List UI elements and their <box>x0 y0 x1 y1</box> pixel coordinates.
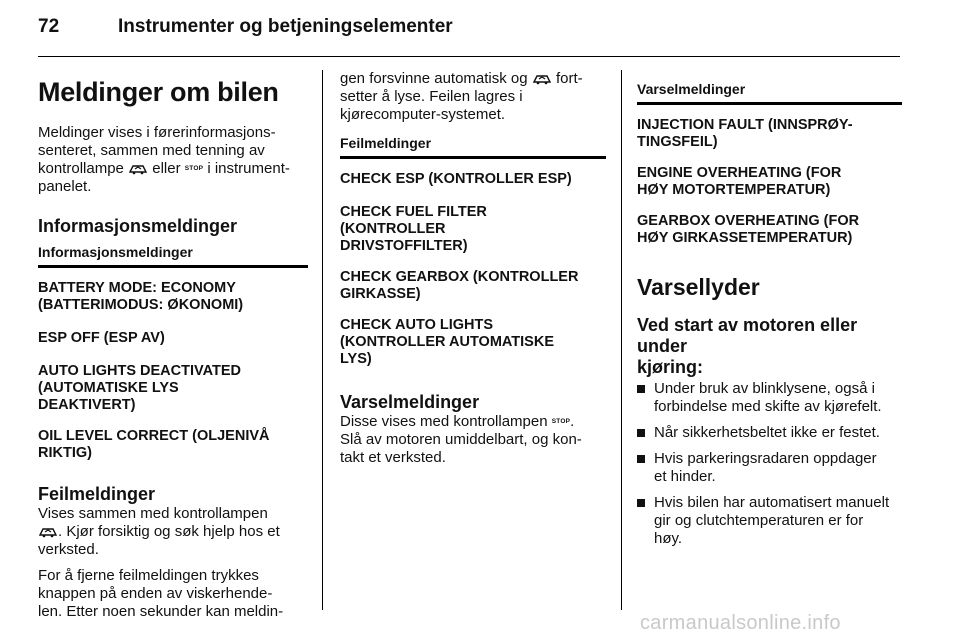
info-item-2: ESP OFF (ESP AV) <box>38 330 165 347</box>
info-item-3: AUTO LIGHTS DEACTIVATED (AUTOMATISKE LYS DEAKTIVERT) <box>38 363 241 414</box>
column-2 <box>340 70 606 467</box>
warn-item-2: ENGINE OVERHEATING (FOR HØY MOTORTEMPERATUR) <box>637 165 842 198</box>
info-heading: Informasjonsmeldinger <box>38 216 238 237</box>
warn-item-1: INJECTION FAULT (INNSPRØY- TINGSFEIL) <box>637 117 853 150</box>
list-item: Hvis bilen har automatisert manuelt gir og clutchtemperaturen er for høy. <box>637 494 902 548</box>
sound-heading: Varsellyder <box>637 274 760 300</box>
page-title: Instrumenter og betjeningselementer <box>118 16 453 37</box>
wrench-car-icon <box>38 526 58 538</box>
continued-paragraph: gen forsvinne automatisk og fort- setter å lyse. Feilen lagres i kjørecomputer-systemet. <box>340 70 583 123</box>
info-item-4: OIL LEVEL CORRECT (OLJENIVÅ RIKTIG) <box>38 428 270 462</box>
wrench-car-icon <box>128 163 148 175</box>
column-divider-2 <box>621 70 622 610</box>
fault-heading: Feilmeldinger <box>38 484 156 505</box>
header-rule <box>38 56 900 57</box>
warn-table-header: Varselmeldinger <box>637 80 902 105</box>
section-heading: Meldinger om bilen <box>38 77 279 107</box>
warn-paragraph: Disse vises med kontrollampen STOP. Slå av motoren umiddelbart, og kon- takt et verksted. <box>340 413 582 467</box>
intro-paragraph: Meldinger vises i førerinformasjons- senteret, sammen med tenning av kontrollampe eller STOP i instrument- panelet. <box>38 124 290 196</box>
page-header <box>38 16 900 44</box>
warn-heading: Varselmeldinger <box>340 392 480 412</box>
fault-paragraph-1: Vises sammen med kontrollampen . Kjør forsiktig og søk hjelp hos et verksted. <box>38 505 280 559</box>
fault-item-4: CHECK AUTO LIGHTS (KONTROLLER AUTOMATISKE LYS) <box>340 317 554 367</box>
stop-icon: STOP <box>184 165 204 173</box>
list-item: Under bruk av blinklysene, også i forbindelse med skifte av kjørefelt. <box>637 380 902 416</box>
stop-icon: STOP <box>551 418 571 426</box>
column-divider-1 <box>322 70 323 610</box>
page-number: 72 <box>38 16 60 37</box>
info-item-1: BATTERY MODE: ECONOMY (BATTERIMODUS: ØKONOMI) <box>38 280 244 314</box>
fault-item-1: CHECK ESP (KONTROLLER ESP) <box>340 171 572 187</box>
column-1 <box>38 70 308 621</box>
wrench-car-icon <box>532 73 552 85</box>
fault-item-3: CHECK GEARBOX (KONTROLLER GIRKASSE) <box>340 269 579 302</box>
info-table-header: Informasjonsmeldinger <box>38 243 308 268</box>
list-item: Når sikkerhetsbeltet ikke er festet. <box>637 424 902 442</box>
column-3 <box>637 70 902 548</box>
fault-paragraph-2: For å fjerne feilmeldingen trykkes knappen på enden av viskerhende- len. Etter noen sekunder kan meldin- <box>38 567 284 621</box>
fault-item-2: CHECK FUEL FILTER (KONTROLLER DRIVSTOFFILTER) <box>340 204 487 254</box>
watermark: carmanualsonline.info <box>640 612 841 634</box>
sub-heading: Ved start av motoren eller under kjøring: <box>637 315 858 377</box>
bullet-list <box>637 380 902 548</box>
fault-table-header: Feilmeldinger <box>340 134 606 159</box>
list-item: Hvis parkeringsradaren oppdager et hinder. <box>637 450 902 486</box>
warn-item-3: GEARBOX OVERHEATING (FOR HØY GIRKASSETEMPERATUR) <box>637 213 860 246</box>
